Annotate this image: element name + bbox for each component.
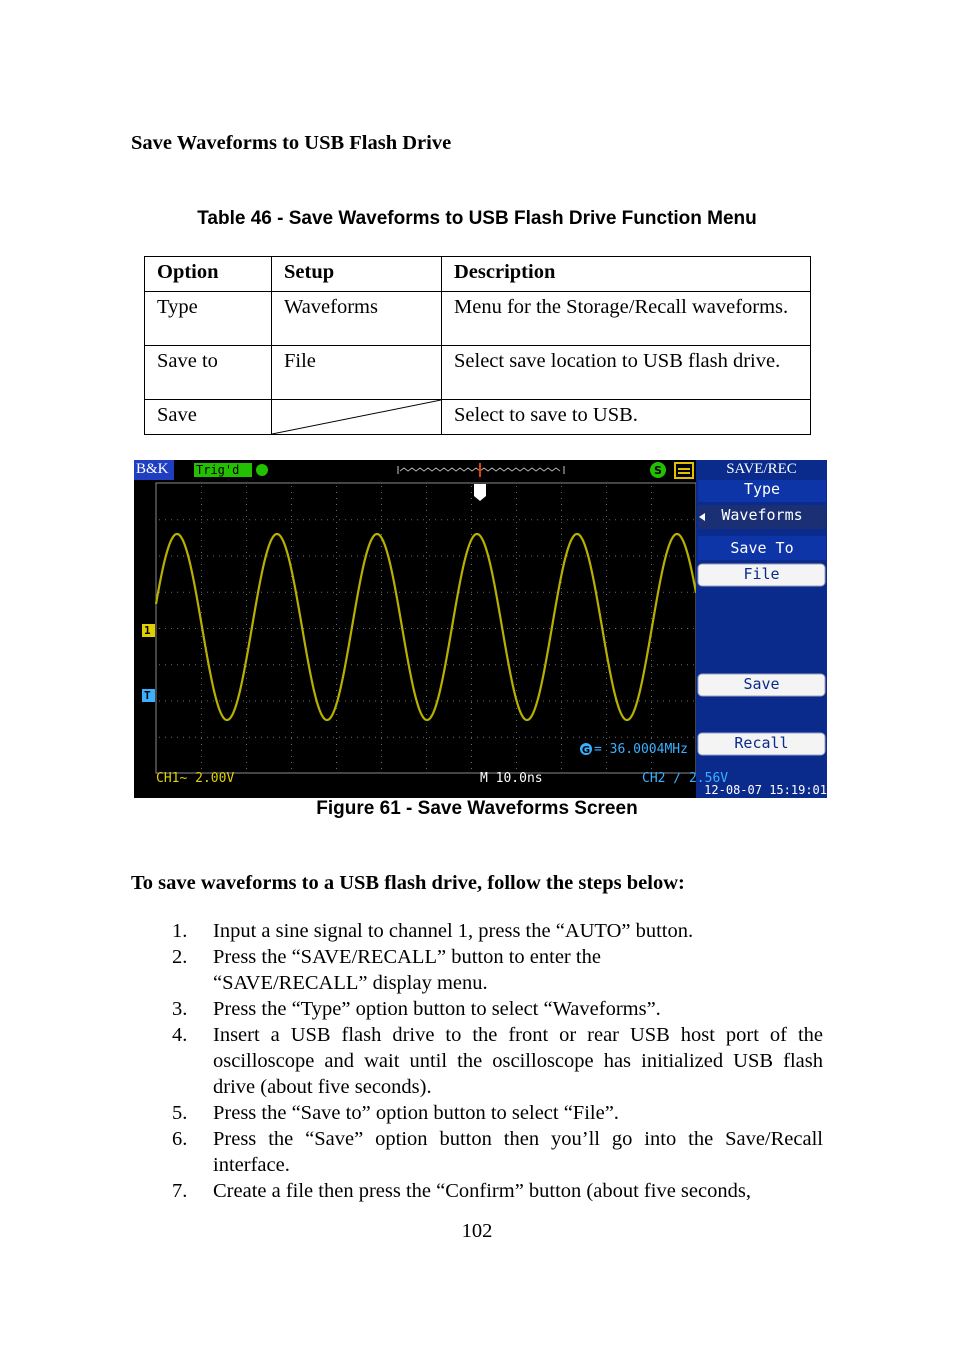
list-item [172, 1100, 823, 1126]
step-text: Press the “Save” option button then you’ll go into the Save/Recall interface. [213, 1128, 823, 1176]
cell-option: Save [145, 400, 272, 435]
ch1-scale-readout: CH1~ 2.00V [156, 771, 235, 786]
usb-icon [650, 462, 666, 478]
list-item [172, 1126, 823, 1178]
cell-option: Type [145, 292, 272, 346]
list-item [172, 996, 823, 1022]
trigger-status: Trig'd [196, 463, 240, 477]
step-number: 2. [172, 946, 188, 968]
step-number: 5. [172, 1102, 188, 1124]
step-number: 4. [172, 1024, 188, 1046]
brand-logo: B&K [136, 461, 169, 477]
step-text: Press the “Save to” option button to select “File”. [213, 1102, 619, 1124]
figure-caption: Figure 61 - Save Waveforms Screen [316, 798, 638, 819]
header-description: Description [442, 257, 811, 292]
trigger-readout: CH2 ∕ 2.56V [642, 771, 729, 786]
list-item [172, 1022, 823, 1100]
trigger-marker-label: T [144, 689, 151, 702]
list-item [172, 1178, 823, 1204]
cell-description: Select to save to USB. [442, 400, 811, 435]
step-number: 1. [172, 920, 188, 942]
step-number: 7. [172, 1180, 188, 1202]
step-number: 3. [172, 998, 188, 1020]
list-item [172, 944, 823, 996]
menu-type-button[interactable]: Waveforms [721, 506, 803, 524]
menu-save-to-button[interactable]: File [743, 565, 780, 583]
table-row [145, 346, 811, 400]
header-setup: Setup [272, 257, 442, 292]
menu-save-button[interactable]: Save [743, 675, 780, 693]
page-number: 102 [461, 1220, 493, 1242]
run-state-icon [256, 464, 268, 476]
timestamp: 12-08-07 15:19:01 [704, 783, 827, 797]
menu-save-to-label: Save To [730, 539, 794, 557]
step-text: Press the “SAVE/RECALL” button to enter the “SAVE/RECALL” display menu. [213, 946, 601, 994]
table-header-row [145, 257, 811, 292]
cell-option: Save to [145, 346, 272, 400]
table-row [145, 400, 811, 435]
step-text: Input a sine signal to channel 1, press the “AUTO” button. [213, 920, 694, 942]
step-text: Insert a USB flash drive to the front or rear USB host port of the oscilloscope and wait until the oscilloscope has initialized USB flash drive (about five seconds). [213, 1024, 823, 1098]
timebase-readout: M 10.0ns [480, 771, 543, 786]
step-text: Press the “Type” option button to select “Waveforms”. [213, 998, 661, 1020]
header-option: Option [145, 257, 272, 292]
function-menu-table [144, 256, 811, 435]
ch1-marker-label: 1 [144, 624, 151, 637]
cell-setup: Waveforms [272, 292, 442, 346]
cell-description: Menu for the Storage/Recall waveforms. [442, 292, 811, 346]
table-row [145, 292, 811, 346]
menu-type-label: Type [743, 480, 781, 498]
svg-text:S: S [654, 464, 662, 477]
oscilloscope-screenshot [134, 460, 827, 798]
steps-list [172, 918, 823, 1204]
step-text: Create a file then press the “Confirm” button (about five seconds, [213, 1180, 751, 1202]
cell-description: Select save location to USB flash drive. [442, 346, 811, 400]
diagonal-slash [272, 400, 441, 434]
steps-heading: To save waveforms to a USB flash drive, follow the steps below: [131, 872, 685, 894]
frequency-readout: = 36.0004MHz [594, 742, 688, 757]
menu-title: SAVE/REC [726, 461, 797, 477]
list-item [172, 918, 823, 944]
cell-setup-empty [272, 400, 442, 435]
step-number: 6. [172, 1128, 188, 1150]
cell-setup: File [272, 346, 442, 400]
table-caption: Table 46 - Save Waveforms to USB Flash Drive Function Menu [197, 208, 757, 229]
section-title: Save Waveforms to USB Flash Drive [131, 132, 452, 154]
svg-text:G: G [581, 745, 591, 756]
menu-recall-button[interactable]: Recall [734, 734, 789, 752]
